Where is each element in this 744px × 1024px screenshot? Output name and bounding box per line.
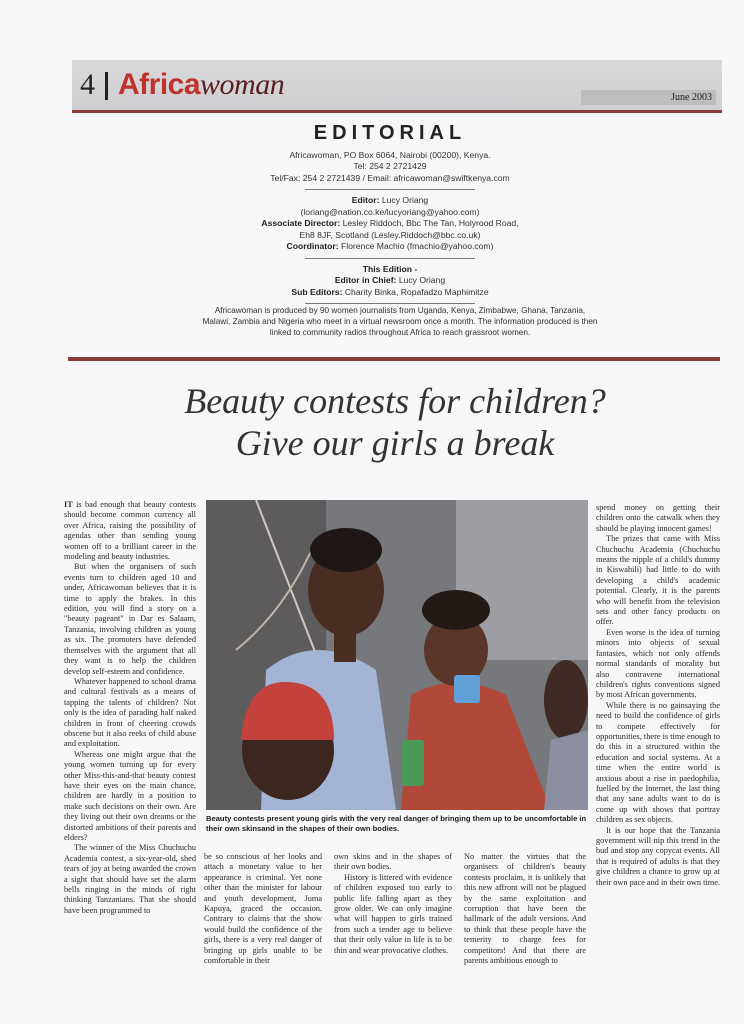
eic-line [180, 275, 600, 287]
banner-separator [105, 72, 108, 100]
sub-line [180, 287, 600, 299]
publication-description: Africawoman is produced by 90 women journalists from Uganda, Kenya, Zimbabwe, Ghana, Tanzania, Malawi, Zambia and Nigeria who meet in a virtual newsroom once a month. The information produced is then linked to community radios throughout Africa to reach grassroot women. [202, 306, 598, 337]
article-column-4 [464, 852, 586, 966]
assoc-text: Lesley Riddoch, Bbc The Tan, Holyrood Road, [342, 218, 519, 228]
headline-line-1: Beauty contests for children? [184, 381, 606, 421]
article-paragraph: It is our hope that the Tanzania government will nip this trend in the bud and stop any copycat events. All that is required of adults is that they give children a chance to grow up at their own pace and in their own time. [596, 825, 720, 887]
assoc-text2: Eh8 8JF, Scotland (Lesley.Riddoch@bbc.co.uk) [299, 229, 481, 240]
assoc-line [180, 218, 600, 230]
page-banner [72, 60, 722, 113]
editor-name: Lucy Oriang [381, 195, 429, 205]
section-rule [68, 357, 720, 361]
issue-date: June 2003 [581, 90, 716, 105]
article-paragraph: The winner of the Miss Chuchuchu Academia contest, a six-year-old, shed tears of joy at being awarded the crown a sight that should have set the alarm bells ringing in the minds of right thinking Tanzanians. That she should have been programmed to [64, 843, 196, 915]
sub-names: Charity Binka, Ropafadzo Maphimitze [344, 286, 489, 297]
article-paragraph: own skins and in the shapes of their own bodies. [334, 852, 452, 872]
photo-illustration [206, 500, 588, 810]
sub-label: Sub Editors: [291, 286, 343, 297]
editor-emails: (loriang@nation.co.ke/lucyoriang@yahoo.com) [300, 206, 480, 217]
eic-label: Editor in Chief: [334, 275, 397, 285]
article-headline [100, 380, 690, 464]
editor-line [180, 195, 600, 207]
masthead-italic: woman [200, 68, 285, 101]
article-paragraph: No matter the virtues that the organisers of children's beauty contests proclaim, it is unlikely that this new affront will not be plagued by the same exploitation and corruption that have been the hallmark of the adult versions. And to think that these people have the temerity to charge fees for competitors! And that there are parents ambitious enough to [464, 852, 586, 966]
article-paragraph: The prizes that came with Miss Chuchuchu Academia (Chuchuchu means the nipple of a child's dummy in Kiswahili) had little to do with developing a child's academic potential. Clearly, it is the parents who will benefit from the television sets and other fancy products on offer. [596, 534, 720, 627]
article-paragraph: While there is no gainsaying the need to build the confidence of girls to compete effectively for opportunities, there is time enough to do this in a structured within the education and social systems. At a time when the entire world is anxious about a rise in paedophilia, fuelled by the Internet, the last thing that any sane adults want to do is come up with shows that portray children as sex objects. [596, 700, 720, 825]
editorial-title: EDITORIAL [313, 122, 467, 144]
coord-text: Florence Machio (fmachio@yahoo.com) [340, 241, 494, 251]
editorial-telfax: Tel/Fax: 254 2 2721439 / Email: africawoman@swiftkenya.com [270, 172, 510, 183]
coord-line [180, 241, 600, 253]
article-photo [206, 500, 588, 810]
assoc-label: Associate Director: [261, 218, 341, 228]
masthead-bold: Africa [118, 68, 201, 101]
headline-line-2: Give our girls a break [235, 423, 555, 463]
masthead-logo [118, 68, 284, 102]
article-column-5 [596, 503, 720, 888]
page-number: 4 [80, 68, 95, 101]
article-paragraph [64, 500, 196, 562]
article-paragraph: But when the organisers of such events turn to children aged 10 and under, Africawoman believes that it is time to apply the brakes. In this edition, you will find a story on a "beauty pageant" in Dar es Salaam, Tanzania, involving children as young as six. The promoters have defended themselves with the argument that all they want is to help the children develop self-esteem and confidence. [64, 562, 196, 676]
editorial-divider [305, 189, 475, 190]
editorial-divider-2 [305, 258, 475, 259]
editorial-address: Africawoman, PO Box 6064, Nairobi (00200), Kenya. [289, 149, 491, 160]
lead-word: IT [64, 500, 73, 509]
article-column-3 [334, 852, 452, 956]
lead-paragraph-text: is bad enough that beauty contests should become common currency all over Africa, raising the possibility of agendas other than sending young women off to a brilliant career in the modeling and beauty industries. [64, 500, 196, 562]
edition-label-text: This Edition - [362, 263, 418, 274]
editorial-tel: Tel: 254 2 2721429 [353, 161, 427, 171]
article-paragraph: Whatever happened to school drama and cultural festivals as a means of tapping the talents of children? Not only is the idea of parading half naked children in front of cheering crowds obscene but it also reeks of child abuse and exploitation. [64, 676, 196, 749]
article-column-1 [64, 500, 196, 916]
article-paragraph: be so conscious of her looks and attach a monetary value to her appearance is criminal. Yet none other than the minister for labour and youth development, Juma Kapuya, graced the occasion. Contrary to claims that the show would build the confidence of the girls, there is a very real danger of bringing up girls unable to be comfortable in their [204, 852, 322, 966]
article-paragraph: Even worse is the idea of turning minors into objects of sexual fantasies, which not only offends normal standards of morality but also contravene international children's rights conventions signed by most African governments. [596, 627, 720, 700]
article-paragraph: spend money on getting their children onto the catwalk when they should be playing innocent games! [596, 503, 720, 533]
editorial-box [180, 122, 600, 309]
edition-label [180, 264, 600, 276]
eic-name: Lucy Oriang [398, 275, 446, 285]
coord-label: Coordinator: [286, 241, 339, 251]
editorial-divider-3 [305, 303, 475, 304]
article-column-2 [204, 852, 322, 966]
editor-label: Editor: [351, 195, 380, 205]
photo-caption: Beauty contests present young girls with the very real danger of bringing them up to be uncomfortable in their own skinsand in the shapes of their own bodies. [206, 814, 587, 833]
article-paragraph: History is littered with evidence of children exposed too early to public life falling apart as they grow older. We can only imagine what will happen to girls trained from such a tender age to believe that their only value in life is to be thin and wear provocative clothes. [334, 872, 452, 955]
article-paragraph: Whereas one might argue that the young women turning up for every other Miss-this-and-that beauty contest have their eyes on the main chance, children are hardly in a position to make such decisions on their own. Are they living out their own dreams or the distorted ambitions of their parents and elders? [64, 749, 196, 842]
